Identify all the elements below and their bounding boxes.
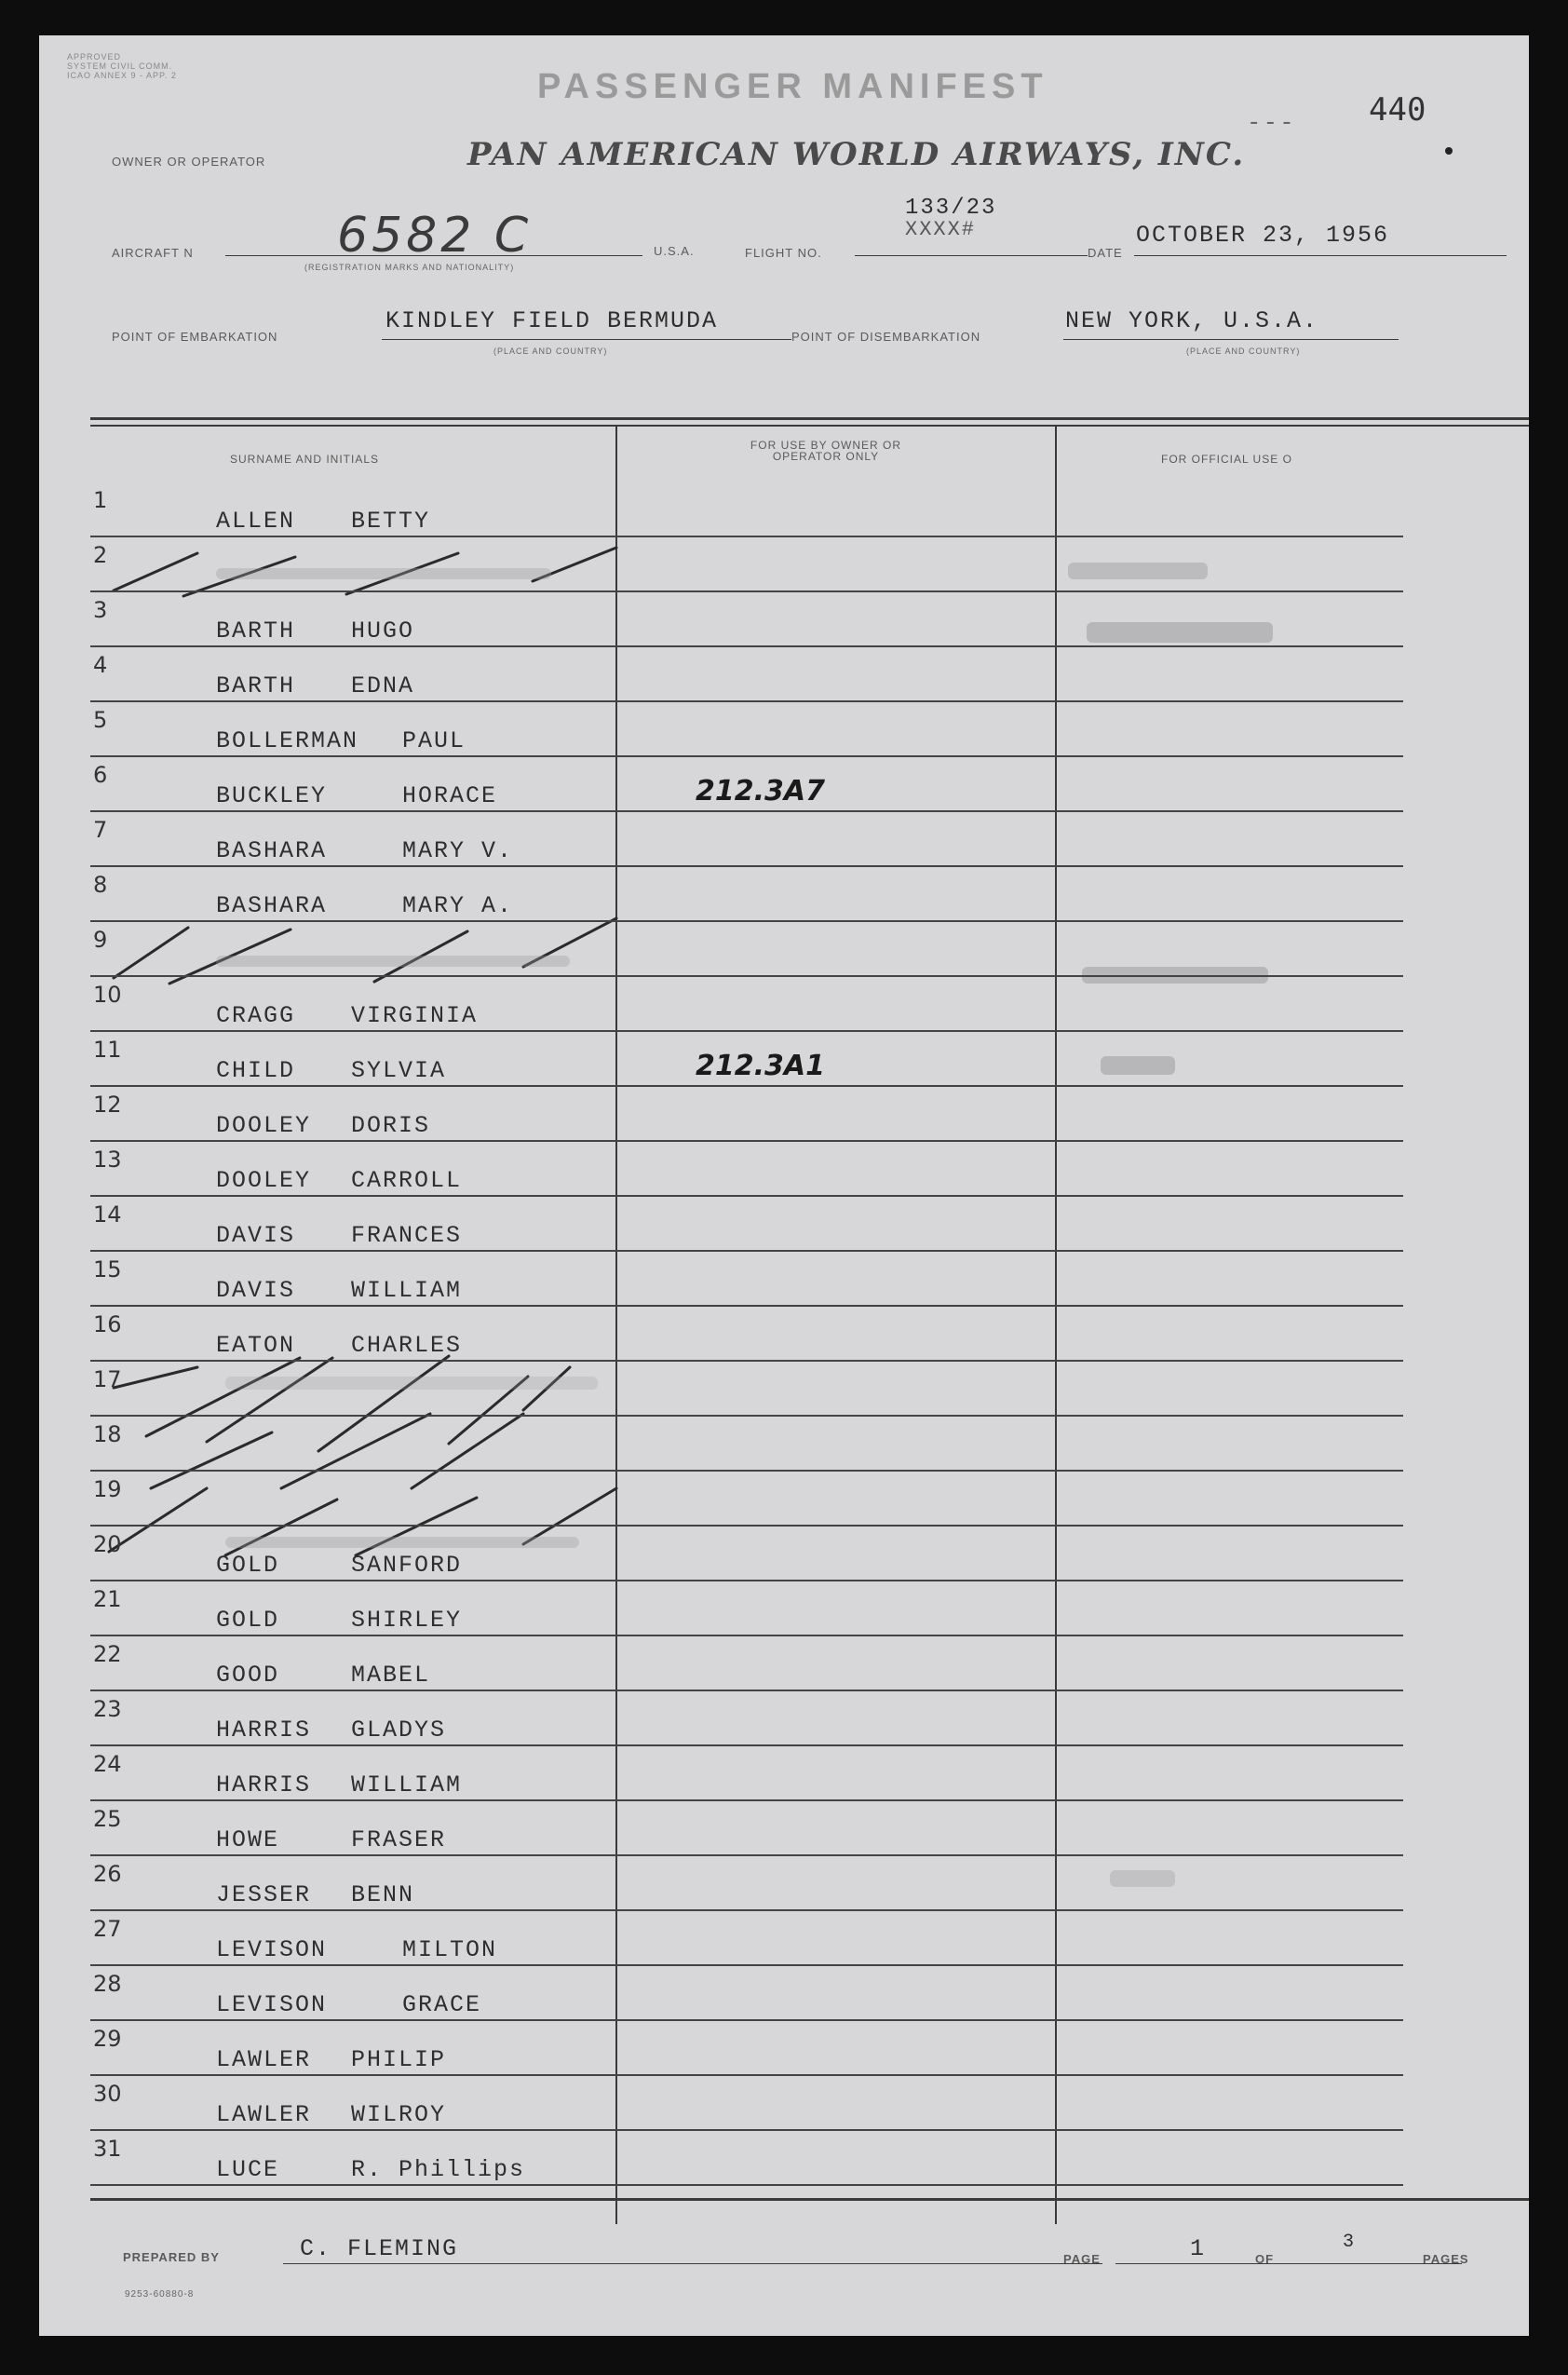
- passenger-surname: CHILD: [216, 1057, 296, 1084]
- row-rule: [90, 1635, 1403, 1636]
- row-number: 26: [93, 1861, 122, 1887]
- passenger-surname: BOLLERMAN: [216, 727, 359, 754]
- row-rule: [90, 920, 1403, 922]
- approved-line: APPROVED: [67, 52, 122, 61]
- row-number: 17: [93, 1366, 122, 1392]
- strike-line-row-17: [207, 1358, 332, 1442]
- passenger-surname: HARRIS: [216, 1771, 312, 1798]
- row-rule: [90, 590, 1403, 592]
- col-owner-header: FOR USE BY OWNER OR OPERATOR ONLY: [750, 439, 902, 463]
- passenger-surname: LAWLER: [216, 2046, 312, 2073]
- row-number: 2: [93, 542, 108, 568]
- row-rule: [90, 1140, 1403, 1142]
- strike-line-row-18: [412, 1414, 523, 1488]
- flight-struck: XXXX#: [905, 218, 977, 241]
- passenger-given-name: SHIRLEY: [351, 1607, 463, 1634]
- row-rule: [90, 1964, 1403, 1966]
- ink-smudge: [1087, 622, 1273, 643]
- passenger-given-name: GLADYS: [351, 1717, 447, 1744]
- row-number: 4: [93, 652, 108, 678]
- row-number: 14: [93, 1201, 122, 1228]
- ink-smudge: [225, 1377, 598, 1390]
- row-number: 29: [93, 2026, 122, 2052]
- prepared-value: C. FLEMING: [300, 2235, 459, 2262]
- row-number: 20: [93, 1531, 122, 1557]
- passenger-given-name: BETTY: [351, 508, 431, 535]
- ink-smudge: [1068, 563, 1208, 579]
- ink-smudge: [216, 568, 551, 579]
- strike-line-row-18: [151, 1432, 272, 1488]
- form-title: PASSENGER MANIFEST: [537, 67, 1048, 106]
- col-official-header: FOR OFFICIAL USE O: [1161, 453, 1292, 466]
- strike-line-row-2: [114, 553, 197, 590]
- passenger-surname: GOOD: [216, 1662, 280, 1689]
- row-rule: [90, 536, 1403, 537]
- ink-smudge: [1110, 1870, 1175, 1887]
- passenger-surname: LEVISON: [216, 1991, 328, 2018]
- owner-note: 212.3A1: [696, 1050, 825, 1082]
- manifest-page: [39, 35, 1529, 2336]
- page-mark-number: 440: [1369, 91, 1426, 129]
- page-mark-dashes: - - -: [1250, 108, 1291, 136]
- strike-line-row-17: [114, 1367, 197, 1388]
- row-number: 10: [93, 982, 122, 1008]
- row-number: 8: [93, 872, 108, 898]
- disembark-value: NEW YORK, U.S.A.: [1065, 307, 1319, 334]
- passenger-given-name: MILTON: [402, 1936, 498, 1963]
- passenger-given-name: MARY A.: [402, 892, 514, 919]
- embark-value: KINDLEY FIELD BERMUDA: [385, 307, 719, 334]
- passenger-given-name: GRACE: [402, 1991, 482, 2018]
- passenger-given-name: DORIS: [351, 1112, 431, 1139]
- passenger-surname: DOOLEY: [216, 1167, 312, 1194]
- row-rule: [90, 645, 1403, 647]
- row-rule: [90, 1195, 1403, 1197]
- passenger-surname: CRAGG: [216, 1002, 296, 1029]
- passenger-surname: BASHARA: [216, 892, 328, 919]
- embark-label: POINT OF EMBARKATION: [112, 330, 278, 344]
- passenger-surname: LAWLER: [216, 2101, 312, 2128]
- row-number: 24: [93, 1751, 122, 1777]
- page-value: 1: [1190, 2235, 1207, 2262]
- passenger-given-name: CARROLL: [351, 1167, 463, 1194]
- row-rule: [90, 1085, 1403, 1087]
- disembark-label: POINT OF DISEMBARKATION: [791, 330, 981, 344]
- passenger-given-name: MARY V.: [402, 837, 514, 864]
- passenger-given-name: R. Phillips: [351, 2156, 526, 2183]
- pages-label: PAGES: [1423, 2252, 1469, 2266]
- passenger-given-name: FRANCES: [351, 1222, 463, 1249]
- strike-line-row-9: [114, 928, 188, 978]
- row-rule: [90, 1360, 1403, 1362]
- passenger-given-name: WILLIAM: [351, 1771, 463, 1798]
- passenger-surname: ALLEN: [216, 508, 296, 535]
- row-rule: [90, 1030, 1403, 1032]
- date-label: DATE: [1088, 246, 1123, 260]
- passenger-given-name: VIRGINIA: [351, 1002, 479, 1029]
- disembark-sub: (PLACE AND COUNTRY): [1186, 346, 1301, 356]
- row-number: 27: [93, 1916, 122, 1942]
- passenger-surname: BARTH: [216, 672, 296, 699]
- passenger-given-name: WILROY: [351, 2101, 447, 2128]
- passenger-given-name: HUGO: [351, 618, 415, 645]
- row-number: 1: [93, 487, 108, 513]
- flight-label: FLIGHT NO.: [745, 246, 822, 260]
- passenger-given-name: PAUL: [402, 727, 466, 754]
- row-number: 6: [93, 762, 108, 788]
- strike-line-row-17: [146, 1358, 300, 1436]
- prepared-underline: [283, 2263, 1102, 2264]
- row-number: 3: [93, 597, 108, 623]
- row-rule: [90, 1744, 1403, 1746]
- row-number: 31: [93, 2136, 122, 2162]
- passenger-surname: HOWE: [216, 1826, 280, 1853]
- owner-note: 212.3A7: [696, 775, 825, 808]
- row-rule: [90, 2184, 1403, 2186]
- passenger-surname: JESSER: [216, 1881, 312, 1908]
- row-rule: [90, 1799, 1403, 1801]
- row-number: 25: [93, 1806, 122, 1832]
- passenger-surname: DAVIS: [216, 1222, 296, 1249]
- row-number: 21: [93, 1586, 122, 1612]
- strike-line-row-19: [109, 1488, 207, 1552]
- row-rule: [90, 2129, 1403, 2131]
- row-number: 7: [93, 817, 108, 843]
- ink-smudge: [1101, 1056, 1175, 1075]
- ink-smudge: [225, 1537, 579, 1548]
- passenger-given-name: MABEL: [351, 1662, 431, 1689]
- row-number: 18: [93, 1421, 122, 1447]
- passenger-given-name: SANFORD: [351, 1552, 463, 1579]
- row-number: 23: [93, 1696, 122, 1722]
- form-code: 9253-60880-8: [125, 2289, 195, 2300]
- row-number: 16: [93, 1311, 122, 1337]
- passenger-given-name: HORACE: [402, 782, 498, 809]
- passenger-surname: BARTH: [216, 618, 296, 645]
- passenger-surname: DOOLEY: [216, 1112, 312, 1139]
- date-value: OCTOBER 23, 1956: [1136, 222, 1390, 249]
- row-rule: [90, 1305, 1403, 1307]
- row-rule: [90, 1690, 1403, 1691]
- flight-value: 133/23: [905, 196, 997, 221]
- row-number: 5: [93, 707, 108, 733]
- passenger-surname: BUCKLEY: [216, 782, 328, 809]
- row-rule: [90, 1909, 1403, 1911]
- row-rule: [90, 1250, 1403, 1252]
- row-number: 11: [93, 1037, 122, 1063]
- of-label: OF: [1255, 2252, 1275, 2266]
- row-number: 9: [93, 927, 108, 953]
- aircraft-sub: (REGISTRATION MARKS AND NATIONALITY): [304, 263, 515, 272]
- aircraft-label: AIRCRAFT N: [112, 246, 194, 260]
- approved-line: ICAO ANNEX 9 - APP. 2: [67, 71, 177, 80]
- row-number: 13: [93, 1147, 122, 1173]
- page-label: PAGE: [1063, 2252, 1101, 2266]
- row-number: 19: [93, 1476, 122, 1502]
- passenger-given-name: EDNA: [351, 672, 415, 699]
- embark-sub: (PLACE AND COUNTRY): [493, 346, 608, 356]
- row-rule: [90, 1415, 1403, 1417]
- row-number: 28: [93, 1971, 122, 1997]
- aircraft-value: 6582 C: [337, 208, 533, 264]
- passenger-given-name: CHARLES: [351, 1332, 463, 1359]
- strike-line-row-19: [523, 1488, 616, 1544]
- passenger-surname: BASHARA: [216, 837, 328, 864]
- row-rule: [90, 1525, 1403, 1527]
- passenger-surname: HARRIS: [216, 1717, 312, 1744]
- passenger-given-name: BENN: [351, 1881, 415, 1908]
- row-rule: [90, 1470, 1403, 1472]
- row-number: 15: [93, 1256, 122, 1282]
- approved-line: SYSTEM CIVIL COMM.: [67, 61, 173, 71]
- row-number: 12: [93, 1092, 122, 1118]
- row-rule: [90, 810, 1403, 812]
- owner-value: PAN AMERICAN WORLD AIRWAYS, INC.: [467, 136, 1246, 173]
- passenger-given-name: WILLIAM: [351, 1277, 463, 1304]
- prepared-label: PREPARED BY: [123, 2250, 220, 2264]
- passenger-given-name: SYLVIA: [351, 1057, 447, 1084]
- ink-smudge: [216, 956, 570, 967]
- row-number: 22: [93, 1641, 122, 1667]
- row-rule: [90, 975, 1403, 977]
- passenger-surname: LUCE: [216, 2156, 280, 2183]
- row-number: 30: [93, 2081, 122, 2107]
- row-rule: [90, 1854, 1403, 1856]
- passenger-surname: GOLD: [216, 1552, 280, 1579]
- row-rule: [90, 700, 1403, 702]
- col-surname-header: SURNAME AND INITIALS: [230, 453, 380, 466]
- passenger-given-name: PHILIP: [351, 2046, 447, 2073]
- passenger-given-name: FRASER: [351, 1826, 447, 1853]
- row-rule: [90, 755, 1403, 757]
- row-rule: [90, 2074, 1403, 2076]
- passenger-surname: EATON: [216, 1332, 296, 1359]
- passenger-surname: GOLD: [216, 1607, 280, 1634]
- row-rule: [90, 2019, 1403, 2021]
- passenger-surname: DAVIS: [216, 1277, 296, 1304]
- usa-label: U.S.A.: [654, 244, 695, 258]
- row-rule: [90, 865, 1403, 867]
- row-rule: [90, 1580, 1403, 1581]
- passenger-surname: LEVISON: [216, 1936, 328, 1963]
- of-value: 3: [1343, 2232, 1357, 2253]
- owner-label: OWNER OR OPERATOR: [112, 155, 266, 169]
